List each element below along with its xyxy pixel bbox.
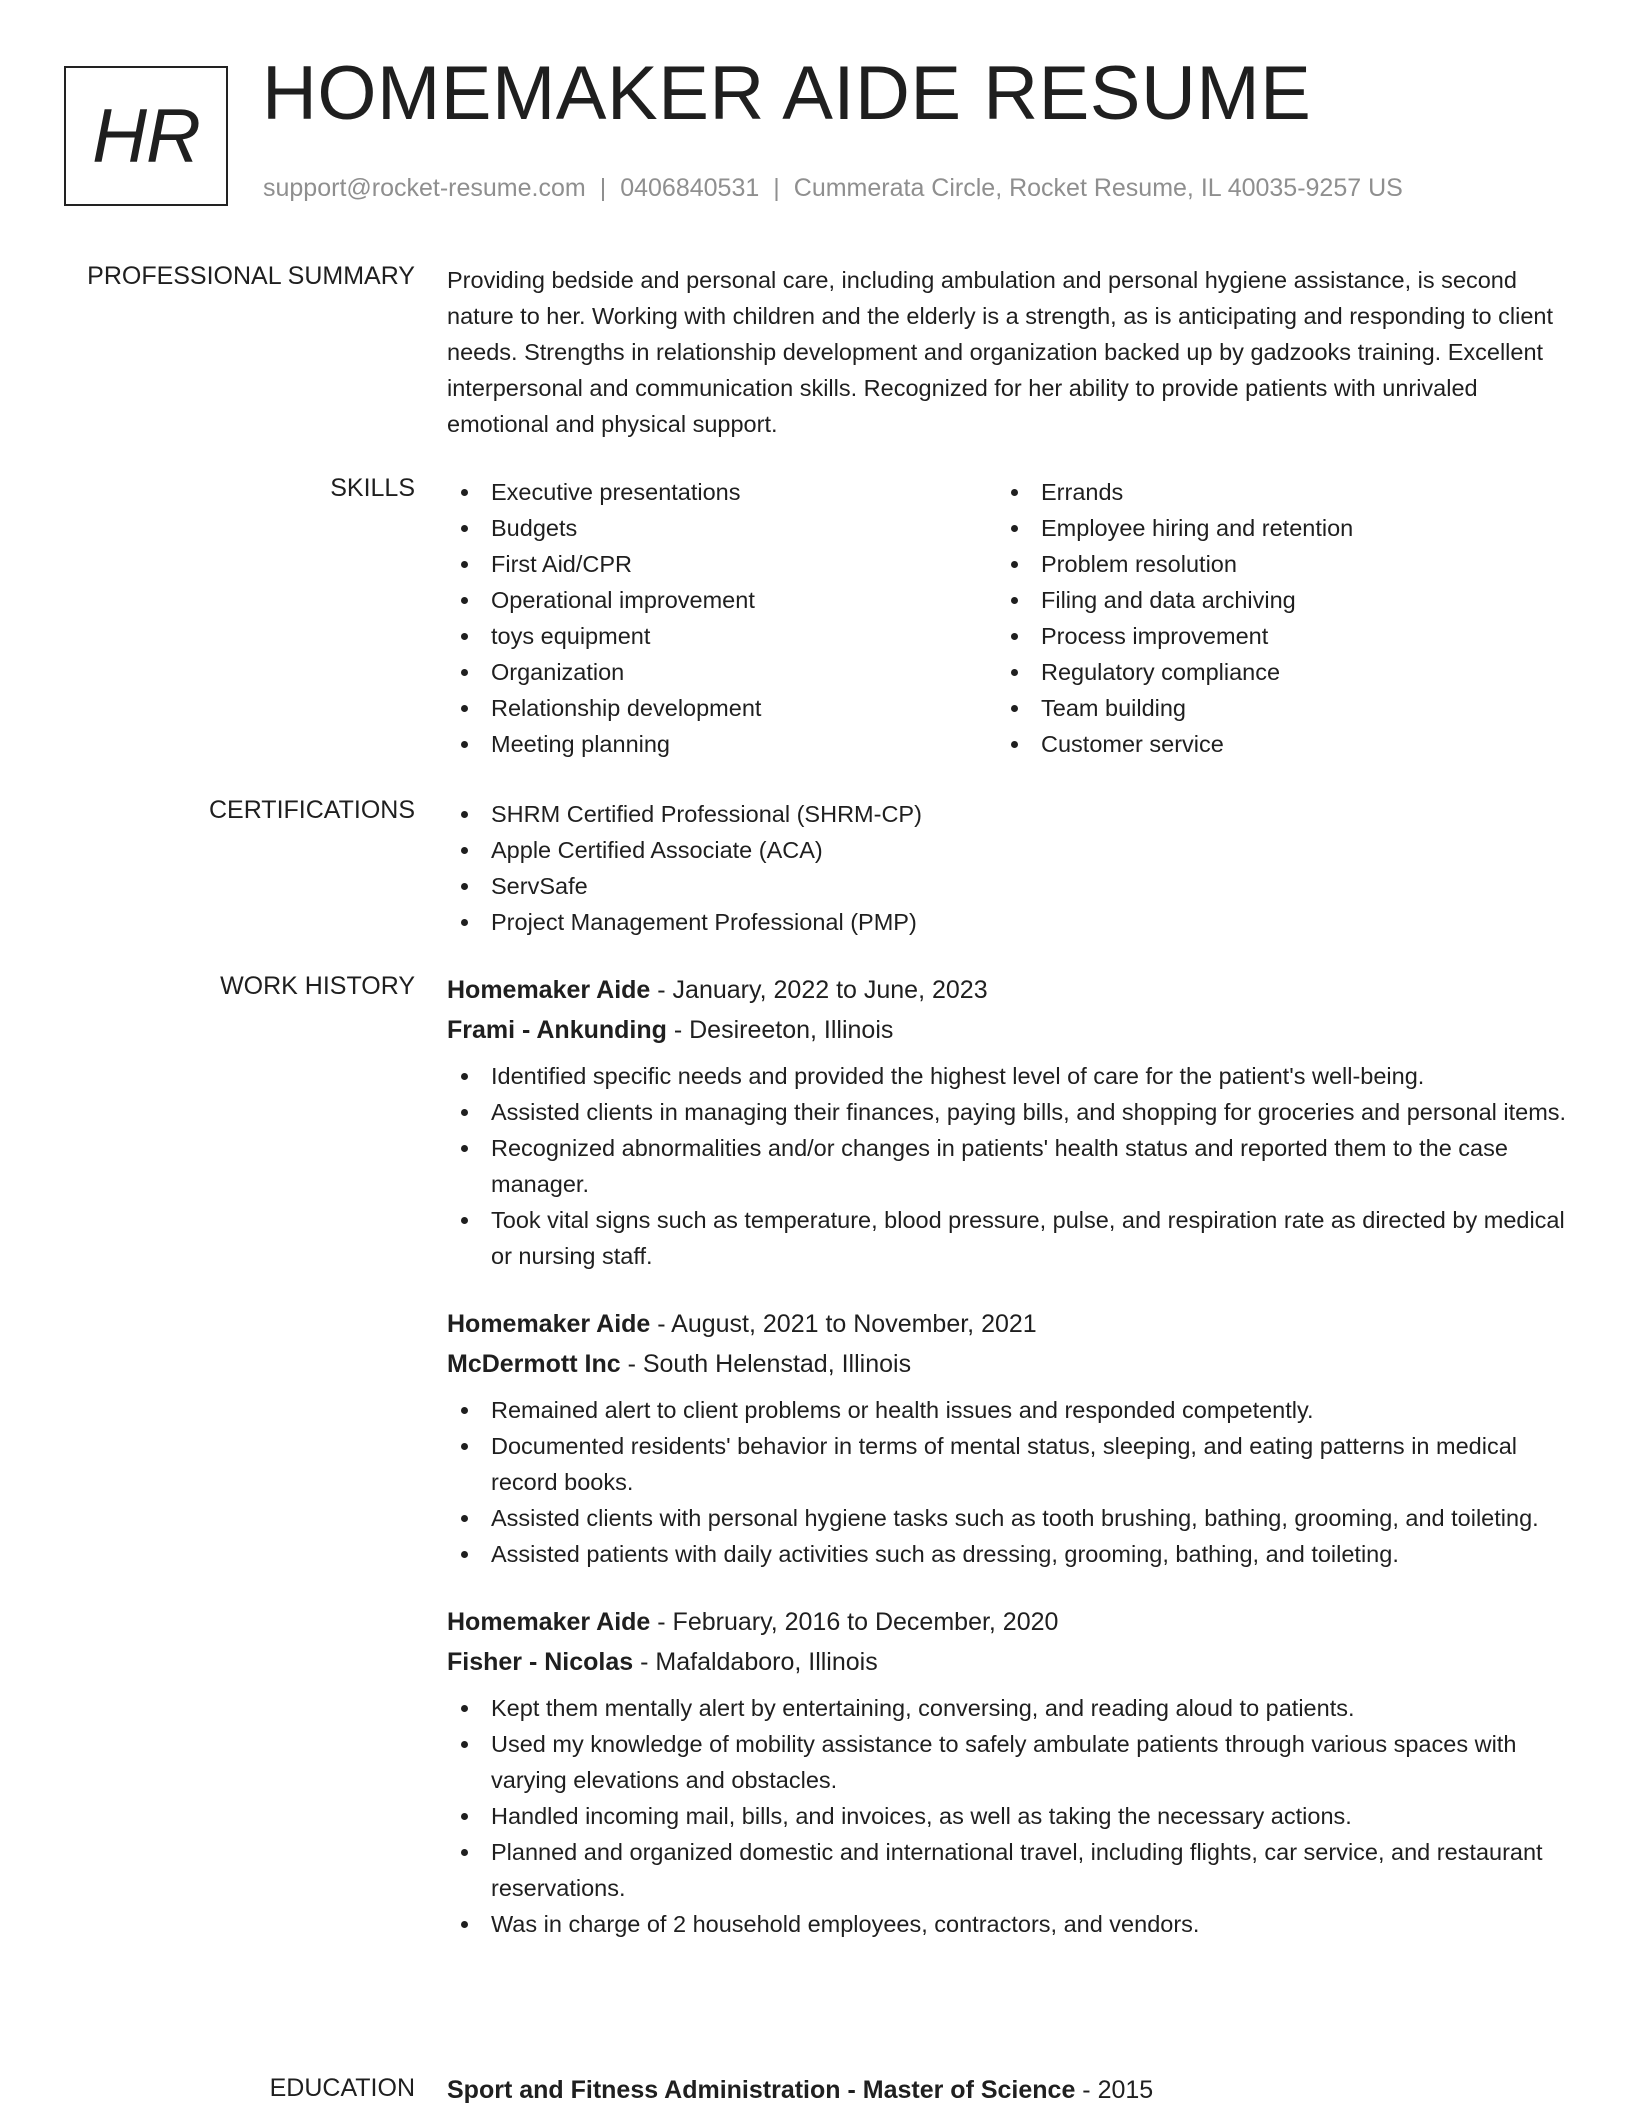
skills-list-right (997, 474, 1547, 762)
job-location: - Mafaldaboro, Illinois (633, 1648, 878, 1676)
job-dates: - August, 2021 to November, 2021 (650, 1310, 1037, 1338)
section-label-work: WORK HISTORY (220, 972, 415, 1000)
section-label-skills: SKILLS (330, 474, 415, 502)
list-item: Assisted clients in managing their finances, paying bills, and shopping for groceries and personal items. (447, 1094, 1567, 1130)
job-company: Fisher - Nicolas (447, 1648, 634, 1676)
summary-text: Providing bedside and personal care, including ambulation and personal hygiene assistance, is second nature to her. Working with children and the elderly is a strength, as is anticipating and responding to client needs. Strengths in relationship development and organization backed up by gadzooks training. Excellent interpersonal and communication skills. Recognized for her ability to provide patients with unrivaled emotional and physical support. (447, 267, 1554, 437)
list-item: toys equipment (447, 618, 997, 654)
list-item: Meeting planning (447, 726, 997, 762)
job-title: Homemaker Aide (447, 976, 651, 1004)
list-item: Relationship development (447, 690, 997, 726)
list-item: SHRM Certified Professional (SHRM-CP) (447, 796, 1567, 832)
list-item: Team building (997, 690, 1547, 726)
job-location: - Desireeton, Illinois (666, 1016, 894, 1044)
education-degree: Sport and Fitness Administration - Master of Science (447, 2076, 1076, 2104)
job-entry (447, 1602, 1567, 1942)
list-item: Recognized abnormalities and/or changes in patients' health status and reported them to the case manager. (447, 1130, 1567, 1202)
section-label-education: EDUCATION (269, 2074, 415, 2102)
job-location: - South Helenstad, Illinois (620, 1350, 912, 1378)
job-dates: - January, 2022 to June, 2023 (650, 976, 988, 1004)
job-duties-list (447, 1690, 1567, 1942)
list-item: Apple Certified Associate (ACA) (447, 832, 1567, 868)
education-entry (447, 2072, 1567, 2108)
summary-content (447, 262, 1567, 442)
job-entry (447, 970, 1567, 1274)
list-item: Remained alert to client problems or health issues and responded competently. (447, 1392, 1567, 1428)
work-content (447, 970, 1567, 1972)
list-item: Handled incoming mail, bills, and invoices, as well as taking the necessary actions. (447, 1798, 1567, 1834)
list-item: Identified specific needs and provided the highest level of care for the patient's well-being. (447, 1058, 1567, 1094)
job-title: Homemaker Aide (447, 1608, 651, 1636)
section-label-summary: PROFESSIONAL SUMMARY (87, 262, 415, 290)
job-company: Frami - Ankunding (447, 1016, 667, 1044)
list-item: Took vital signs such as temperature, blood pressure, pulse, and respiration rate as directed by medical or nursing staff. (447, 1202, 1567, 1274)
contact-phone[interactable]: 0406840531 (620, 174, 760, 202)
skills-content (447, 474, 1567, 762)
job-duties-list (447, 1058, 1567, 1274)
section-label-certifications: CERTIFICATIONS (208, 796, 415, 824)
list-item: Filing and data archiving (997, 582, 1547, 618)
contact-address: Cummerata Circle, Rocket Resume, IL 40035-9257 US (793, 174, 1403, 202)
skills-list-left (447, 474, 997, 762)
monogram-text: HR (92, 93, 200, 179)
list-item: Process improvement (997, 618, 1547, 654)
list-item: Used my knowledge of mobility assistance to safely ambulate patients through various spaces with varying elevations and obstacles. (447, 1726, 1567, 1798)
list-item: Assisted patients with daily activities such as dressing, grooming, bathing, and toileting. (447, 1536, 1567, 1572)
list-item: Errands (997, 474, 1547, 510)
job-title-line (447, 1304, 1567, 1344)
contact-separator: | (599, 174, 607, 202)
job-title-line (447, 970, 1567, 1010)
job-company-line (447, 1010, 1567, 1050)
list-item: Planned and organized domestic and international travel, including flights, car service, and restaurant reservations. (447, 1834, 1567, 1906)
list-item: Kept them mentally alert by entertaining, conversing, and reading aloud to patients. (447, 1690, 1567, 1726)
contact-separator: | (773, 174, 780, 202)
job-dates: - February, 2016 to December, 2020 (650, 1608, 1059, 1636)
job-company-line (447, 1642, 1567, 1682)
list-item: Project Management Professional (PMP) (447, 904, 1567, 940)
resume-title: HOMEMAKER AIDE RESUME (262, 51, 1312, 136)
job-duties-list (447, 1392, 1567, 1572)
list-item: Problem resolution (997, 546, 1547, 582)
job-entry (447, 1304, 1567, 1572)
list-item: ServSafe (447, 868, 1567, 904)
list-item: Was in charge of 2 household employees, contractors, and vendors. (447, 1906, 1567, 1942)
contact-email[interactable]: support@rocket-resume.com (263, 174, 586, 202)
list-item: Organization (447, 654, 997, 690)
certifications-list (447, 796, 1567, 940)
list-item: Employee hiring and retention (997, 510, 1547, 546)
list-item: Assisted clients with personal hygiene tasks such as tooth brushing, bathing, grooming, and toileting. (447, 1500, 1567, 1536)
job-company-line (447, 1344, 1567, 1384)
list-item: First Aid/CPR (447, 546, 997, 582)
list-item: Documented residents' behavior in terms of mental status, sleeping, and eating patterns in medical record books. (447, 1428, 1567, 1500)
education-content (447, 2072, 1567, 2108)
job-title: Homemaker Aide (447, 1310, 651, 1338)
list-item: Regulatory compliance (997, 654, 1547, 690)
list-item: Executive presentations (447, 474, 997, 510)
contact-line (263, 174, 1403, 203)
education-year: - 2015 (1075, 2076, 1154, 2104)
job-title-line (447, 1602, 1567, 1642)
job-company: McDermott Inc (447, 1350, 621, 1378)
list-item: Budgets (447, 510, 997, 546)
list-item: Customer service (997, 726, 1547, 762)
list-item: Operational improvement (447, 582, 997, 618)
certifications-content (447, 796, 1567, 940)
monogram-box (64, 66, 228, 206)
